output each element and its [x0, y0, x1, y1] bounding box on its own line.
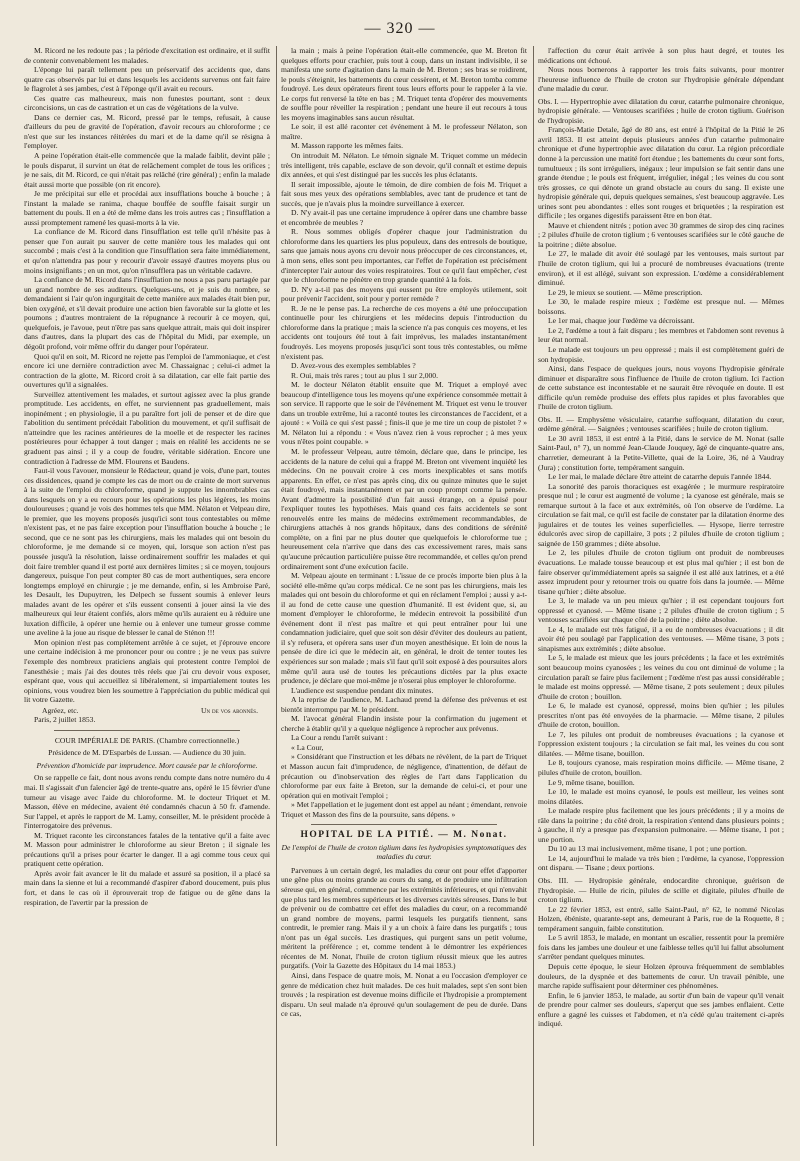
- paragraph: A la reprise de l'audience, M. Lachaud prend la défense des prévenus et est bientôt interrompu par M. le président.: [281, 695, 527, 714]
- dateline: Paris, 2 juillet 1853.: [34, 715, 96, 725]
- article-title: De l'emploi de l'huile de croton tiglium dans les hydropisies symptomatiques des maladies du cœur.: [281, 842, 527, 862]
- paragraph: Quoi qu'il en soit, M. Ricord ne rejette pas l'emploi de l'ammoniaque, et c'est encore ici une dernière contradiction avec M. Chassaignac ; celui-ci admet la contraction de la glotte, M. Ricord croit à sa dilatation, car elle fait partie des ouvertures qu'il a signalées.: [24, 351, 270, 390]
- paragraph: R. Nous sommes obligés d'opérer chaque jour l'administration du chloroforme dans les quartiers les plus populeux, dans des entresols de boutique, sans que jamais nous ayons cru devoir nous préoccuper de ces circonstances, et, à mon sens, elles sont peu importantes, car l'effet de l'opération est précisément d'intercepter l'air autour des voies respiratoires. Tout ce qu'il faut empêcher, c'est que le chloroforme ne pénètre en trop grande quantité à la fois.: [281, 227, 527, 285]
- paragraph: L'audience est suspendue pendant dix minutes.: [291, 685, 434, 695]
- paragraph: Mon opinion n'est pas complètement arrêtée à ce sujet, et j'éprouve encore une certaine indécision à me prononcer pour ou contre ; je ne veux pas suivre l'exemple des nombreux praticiens anglais qui protestent contre l'emploi de l'anesthésie ; mais j'ai des doutes très réels que j'ai cru devoir vous exposer, espérant que, vous qui accueillez si libéralement, si impartialement toutes les opinions, vous voudrez bien les soumettre à l'appréciation du public médical qui lit votre Gazette.: [24, 637, 270, 705]
- column-3: [538, 46, 784, 1146]
- paragraph: M. le docteur Nélaton établit ensuite que M. Triquet a employé avec beaucoup d'intelligence tous les moyens qu'une expérience consommée mettait à son service. Il rapporte que le soir de l'événement M. Triquet est venu le trouver dans un trouble extrême, lui a raconté toutes les circonstances de l'accident, et a ajouté : « Voilà ce qui s'est passé ; finis-il que je me tire un coup de pistolet ? » M. Nélaton lui a répondu : « Vous n'avez rien à vous reprocher ; à mes yeux vous n'êtes point coupable. »: [281, 380, 527, 447]
- paragraph: Depuis cette époque, le sieur Holzen éprouva fréquemment de semblables douleurs, de la dyspnée et des battements de cœur. Un travail pénible, une marche rapide suffisaient pour déterminer ces phénomènes.: [538, 961, 784, 991]
- paragraph: Faut-il vous l'avouer, monsieur le Rédacteur, quand je vois, d'une part, toutes ces dissidences, quand je compte les cas de mort ou de crainte de mort survenus à la suite de l'emploi du chloroforme, quand je suppute les innombrables cas dans lesquels on y a eu recours pour les opérations les plus légères, les moins douloureuses ; quand je vois des hommes tels que MM. Nélaton et Velpeau dire, le premier, que les moyens proposés jusqu'ici sont tous contestables ou même n'existent pas, et ne pas faire exception pour l'insufflation bouche à bouche ; le second, que ce ne sont pas les chirurgiens, mais les malades qui ont besoin du chloroforme, je me demande si ce moyen, qui, lorsque son action n'est pas poussée jusqu'à la résolution, laisse ordinairement souffrir les malades et qui doit faire trembler quand il est porté aux dernières limites ; si ce moyen, toujours dangereux, puisque l'on peut compter 80 cas de mort authentiques, sera encore longtemps employé en chirurgie ; je me demande, enfin, si les Ambroise Paré, les Desault, les Dupuytren, les Delpech se fussent soumis à enlever leurs malades avant de les opérer et s'ils eussent consenti à jouer ainsi la vie des malheureux qui leur étaient confiés, alors même qu'ils auraient eu à réduire une luxation difficile, à opérer une hernie ou à enlever une tumeur grosse comme une aveline à la joue au risque de blesser le canal de Sténon !!!: [24, 466, 270, 638]
- paragraph: La sonorité des parois thoraciques est exagérée ; le murmure respiratoire presque nul ; le cœur est augmenté de volume ; la cyanose est générale, mais se remarque surtout à la face et aux extrémités, où l'on observe de l'œdème. La circulation se fait mal, ce qu'il est facile de constater par la dilatation énorme des jugulaires et de toutes les veines superficielles. — Hysope, lierre terrestre édulcorés avec sirop de capillaire, 3 pots ; 2 pilules d'huile de croton tiglium ; saignée de 150 grammes ; diète absolue.: [538, 481, 784, 548]
- paragraph: M. Triquet raconte les circonstances fatales de la tentative qu'il a faite avec M. Masson pour administrer le chloroforme au sieur Breton ; il signale les précautions qu'il a prises pour écarter le danger. Il a agi comme tous ceux qui pratiquent cette opération.: [24, 830, 270, 869]
- paragraph: D. N'y avait-il pas une certaine imprudence à opérer dans une chambre basse et encombrée de meubles ?: [281, 208, 527, 227]
- paragraph: Mauve et chiendent nitrés ; potion avec 30 grammes de sirop des cinq racines ; 2 pilules d'huile de croton tiglium ; 6 ventouses scarifiées sur le côté gauche de la poitrine ; diète absolue.: [538, 220, 784, 249]
- paragraph: Le 3, le malade va un peu mieux qu'hier ; il est cependant toujours fort oppressé et cyanosé. — Même tisane ; 2 pilules d'huile de croton tiglium ; 5 ventouses scarifiées sur chaque côté de la poitrine ; diète absolue.: [538, 596, 784, 625]
- paragraph: Le 6, le malade est cyanosé, oppressé, moins bien qu'hier ; les pilules prescrites n'ont pas été envoyées de la pharmacie. — Même tisane, 2 pilules d'huile de croton, bouillon.: [538, 701, 784, 730]
- paragraph: Le 29, le mieux se soutient. — Même prescription.: [548, 287, 703, 297]
- paragraph: Ces quatre cas malheureux, mais non funestes pourtant, sont : deux circoncisions, un cas de castration et un cas de végétations de la vulve.: [24, 93, 270, 113]
- paragraph: Surveillez attentivement les malades, et surtout agissez avec la plus grande promptitude. Les accidents, en effet, ne surviennent pas graduellement, mais inopinément ; en physiologie, il a pu paraître fort joli de penser et de dire que l'abolition du sentiment précédait l'abolition du mouvement, et qu'il suffisait de n'atteindre que les racines antérieures de la moelle et de respecter les racines postérieures pour échapper à tout danger ; mais en réalité les accidents ne se graduent pas ainsi ; il y a coup de foudre, véritable sidération. Encore une contradiction à l'adresse de MM. Flourens et Baudens.: [24, 389, 270, 466]
- paragraph: » Considérant que l'instruction et les débats ne révèlent, de la part de Triquet et Masson aucun fait d'imprudence, de négligence, d'inattention, de défaut de précaution ou d'inobservation des règles de l'art dans l'application du chloroforme par eux faite à Breton, sur la demande de celui-ci, et pour une opération qui en motivait l'emploi ;: [281, 752, 527, 800]
- paragraph: L'éponge lui paraît tellement peu un préservatif des accidents que, dans quatre cas observés par lui et dans lesquels les accidents survenus ont fait faire le flagrolet à ses jambes, c'est à l'éponge qu'il avait eu recours.: [24, 65, 270, 94]
- paragraph: On se rappelle ce fait, dont nous avons rendu compte dans notre numéro du 4 mai. Il s'agissait d'un faïencier âgé de trente-quatre ans, opéré le 15 février d'une tumeur au visage avec l'aide du chloroforme. M. le docteur Triquet et M. Masson, élève en médecine, avaient été condamnés chacun à 50 fr. d'amende. Sur l'appel, et après le rapport de M. Lamy, conseiller, M. le président procède à l'interrogatoire des prévenus.: [24, 773, 270, 831]
- observation-title: Obs. I. — Hypertrophie avec dilatation du cœur, catarrhe pulmonaire chronique, hydropisie générale. — Ventouses scarifiées ; huile de croton tiglium. Guérison de l'hydropisie.: [538, 96, 784, 125]
- paragraph: Parvenues à un certain degré, les maladies du cœur ont pour effet d'apporter une gêne plus ou moins grande au cours du sang, et de produire une infiltration séreuse qui, en général, commence par les extrémités inférieures, et qui n'envahit que plus tard les membres supérieurs et les diverses cavités séreuses. Dans le but de prévenir ou de combattre cet effet des maladies du cœur, on a recommandé un grand nombre de moyens, parmi lesquels les purgatifs tiennent, sans contredit, le premier rang. Mais il y a un choix à faire dans les purgatifs ; tous n'ont pas un égal succès. Les drastiques, qui purgent sans un petit volume, méritent la préférence ; et, comme tendent à le démontrer les expériences récentes de M. Nonat, l'huile de croton tiglium réussit mieux que les autres purgatifs. (Voir la Gazette des Hôpitaux du 14 mai 1853.): [281, 865, 527, 971]
- observation-title: Obs. II. — Emphysème vésiculaire, catarrhe suffoquant, dilatation du cœur, œdème général. — Saignées ; ventouses scarifiées ; huile de croton tiglium.: [538, 414, 784, 434]
- signature: Un de vos abonnés.: [201, 705, 258, 715]
- paragraph: Le 10, le malade est moins cyanosé, le pouls est meilleur, les veines sont moins dilatées.: [538, 787, 784, 806]
- paragraph: M. Ricord ne les redoute pas ; la période d'excitation est ordinaire, et il suffit de contenir convenablement les malades.: [24, 46, 270, 65]
- paragraph: M. le professeur Velpeau, autre témoin, déclare que, dans le principe, les accidents de la nature de celui qui a frappé M. Breton ont vivement inquiété les médecins. On ne pouvait croire à ces morts inexplicables et sans motifs apparents. En effet, ce n'est pas après cinq, dix ou quinze minutes que le sujet était foudroyé, mais instantanément et par un coup prompt comme la pensée. Avant d'admettre la possibilité d'un fait aussi étrange, on a épuisé pour l'expliquer toutes les hypothèses. Mais quand ces faits accidentels se sont renouvelés entre les mains de médecins extrêmement recommandables, de chirurgiens attachés à nos grands hôpitaux, dans des conditions de sérénité complète, on a fini par ne plus douter que quelquefois le chloroforme tue ; heureusement cela n'arrive que dans des cas excessivement rares, mais sans qu'aucune précaution particulière puisse être recommandée, et celles qu'on prend ordinairement sont d'une exécution facile.: [281, 446, 527, 571]
- paragraph: Le 2, l'œdème a tout à fait disparu ; les membres et l'abdomen sont revenus à leur état normal.: [538, 325, 784, 345]
- court-title: COUR IMPÉRIALE DE PARIS. (Chambre correctionnelle.): [54, 735, 240, 745]
- paragraph: Le 5, le malade est mieux que les jours précédents ; la face et les extrémités sont beaucoup moins cyanosées ; les veines du cou ont diminué de volume ; la circulation paraît se faire plus facilement ; l'œdème n'est pas aussi considérable ; le malade est moins oppressé. — Même tisane, 2 pots seulement ; deux pilules d'huile de croton ; bouillon.: [538, 653, 784, 701]
- paragraph: » Met l'appellation et le jugement dont est appel au néant ; émendant, renvoie Triquet et Masson des fins de la poursuite, sans dépens. »: [281, 800, 527, 819]
- paragraph: Après avoir fait avancer le lit du malade et assuré sa position, il a placé sa main dans la sienne et lui a recommandé d'aspirer d'abord doucement, puis plus fort, et dans le cas où il éprouverait trop de fatigue ou de gêne dans la respiration, de l'avertir par la pression de: [24, 868, 270, 907]
- paragraph: M. Velpeau ajoute en terminant : L'issue de ce procès importe bien plus à la société elle-même qu'au corps médical. Ce ne sont pas les chirurgiens, mais les malades qui ont besoin du chloroforme et qui en réclament l'emploi ; aussi y a-t-il au fond de cette cause une question d'humanité. Il est évident que, si, au moment d'employer le chloroforme, le médecin entrevoit la possibilité d'un événement dont il n'est pas maître et qui peut entraîner pour lui une condamnation judiciaire, quel que soit son désir d'éviter des douleurs au patient, il s'y refusera, et opérera sans user d'un moyen anesthésique. Et loin de nous la pensée de dire ici que le médecin ait, en général, le droit de tenter toutes les expériences sur son malade ; mais s'il faut qu'il soit exposé à des poursuites alors même qu'il aura usé de toutes les précautions dictées par la plus exacte prudence, je déclare que moi-même je n'oserai plus employer le chloroforme.: [281, 571, 527, 686]
- paragraph: D. N'y a-t-il pas des moyens qui eussent pu être employés utilement, soit pour prévenir l'accident, soit pour y porter remède ?: [281, 284, 527, 304]
- court-presidence: Présidence de M. D'Esparbès de Lussan. — Audience du 30 juin.: [48, 748, 246, 758]
- paragraph: Le 14, aujourd'hui le malade va très bien ; l'œdème, la cyanose, l'oppression ont disparu. — Tisane ; deux portions.: [538, 853, 784, 873]
- paragraph: Le 22 février 1853, est entré, salle Saint-Paul, n° 62, le nommé Nicolas Holzen, ébéniste, quarante-sept ans, demeurant à Paris, rue de la Roquette, 8 ; tempérament sanguin, faible constitution.: [538, 904, 784, 933]
- paragraph: A peine l'opération était-elle commencée que la malade faiblit, devint pâle ; le pouls disparut, il survint un état de relâchement complet de tous les orifices ; je ne sais, dit M. Ricord, ce qui n'était pas relâché (rire général) ; enfin la malade était aussi morte que possible (on rit encore).: [24, 151, 270, 189]
- paragraph: Le 9, même tisane, bouillon.: [548, 777, 635, 787]
- closing: Agréez, etc.: [42, 705, 79, 715]
- column-divider: [533, 46, 534, 1146]
- paragraph: Le malade est toujours un peu oppressé ; mais il est complètement guéri de son hydropisie.: [538, 344, 784, 364]
- paragraph: Le 1er mai, chaque jour l'œdème va décroissant.: [548, 316, 695, 326]
- paragraph: la main ; mais à peine l'opération était-elle commencée, que M. Breton fit quelques efforts pour crachier, puis tout à coup, dans un instant indivisible, il se manifesta une sorte d'agitation dans la main de M. Breton ; ses bras se roidirent, le pouls s'éteignit, les battements du cœur cessèrent, et M. Breton tomba comme foudroyé. Les deux opérateurs firent tous leurs efforts pour le rappeler à la vie. Le corps fut renversé la tête en bas ; M. Triquet tenta d'opérer des mouvements de souffle pour réveiller la respiration ; pendant une heure il eut recours à tous les moyens imaginables sans aucun résultat.: [281, 46, 527, 122]
- paragraph: François-Matie Detale, âgé de 80 ans, est entré à l'hôpital de la Pitié le 26 avril 1853. Il est atteint depuis plusieurs années d'un catarrhe pulmonaire chronique et d'une hypertrophie avec dilatation du cœur. La région précordiale donne à la percussion une matité fort étendue ; les battements du cœur sont forts, tumultueux ; ils sont irréguliers, inégaux ; leur impulsion se fait sentir dans une grande étendue ; le pouls est fréquent, irrégulier, inégal ; les veines du cou sont très grosses, ce qui dénote un grand obstacle au cours du sang. Il existe une hydropisie générale qui, depuis quelques semaines, s'est beaucoup aggravée. Les urines sont peu abondantes : elles sont rouges et briquetées ; la respiration est difficile ; les organes digestifs paraissent être en bon état.: [538, 125, 784, 221]
- paragraph: Le 8, toujours cyanose, mais respiration moins difficile. — Même tisane, 2 pilules d'huile de croton, bouillon.: [538, 758, 784, 778]
- paragraph: Le 1er mai, le malade déclare être atteint de catarrhe depuis l'année 1844.: [548, 472, 772, 482]
- paragraph: Le 7, les pilules ont produit de nombreuses évacuations ; la cyanose et l'oppression existent toujours ; la circulation se fait mal, les veines du cou sont dilatées. — Même tisane, bouillon.: [538, 729, 784, 758]
- column-divider: [276, 46, 277, 1146]
- paragraph: Le 27, le malade dit avoir été soulagé par les ventouses, mais surtout par l'huile de croton tiglium, qui lui a procuré de nombreuses évacuations (trente environ), et il est allégé, suivant son expression. L'œdème a considérablement diminué.: [538, 249, 784, 288]
- paragraph: Le 30 avril 1853, il est entré à la Pitié, dans le service de M. Nonat (salle Saint-Paul, n° 7), un nommé Jean-Claude Jouquey, âgé de cinquante-quatre ans, charretier, demeurant à la Petite-Villette, quai de la Loire, 36, né à Vaudray (Jura) ; constitution forte, tempérament sanguin.: [538, 433, 784, 472]
- separator: [311, 824, 497, 825]
- paragraph: Ainsi, dans l'espace de quatre mois, M. Nonat a eu l'occasion d'employer ce genre de médication chez huit malades. De ces huit malades, sept s'en sont bien trouvés ; la respiration est devenue moins difficile et l'hydropisie a promptement disparu. Un seul malade n'a éprouvé qu'un soulagement de peu de durée. Dans ce cas,: [281, 970, 527, 1019]
- paragraph: R. Je ne le pense pas. La recherche de ces moyens a été une préoccupation continuelle pour les chirurgiens et les médecins depuis l'introduction du chloroforme dans la pratique ; mais la science n'a pas conquis ces moyens, et les accidents ont toujours été tout à fait imprévus, les malades instantanément foudroyés. Les moyens proposés jusqu'ici sont tous très contestables, ou même n'existent pas.: [281, 303, 527, 361]
- column-1: [24, 46, 270, 1146]
- paragraph: La confiance de M. Ricord dans l'insufflation est telle qu'il n'hésite pas à penser que l'on aurait pu sauver de cette manière tous les malades qui ont succombé ; mais c'est à la condition que l'insufflation sera faite immédiatement, et qu'on n'attendra pas pour y recourir d'avoir essayé d'autres moyens plus ou moins insignifiants ; en un mot, qu'on n'insufflera pas un véritable cadavre.: [24, 227, 270, 275]
- paragraph: R. Oui, mais très rares ; tout au plus 1 sur 2,000.: [291, 370, 439, 380]
- paragraph: « La Cour,: [291, 742, 324, 752]
- paragraph: l'affection du cœur était arrivée à son plus haut degré, et toutes les médications ont échoué.: [538, 46, 784, 65]
- paragraph: La Cour a rendu l'arrêt suivant :: [291, 733, 388, 743]
- paragraph: M. l'avocat général Flandin insiste pour la confirmation du jugement et cherche à établir qu'il y a quelque négligence à reprocher aux prévenus.: [281, 714, 527, 733]
- paragraph: D. Avez-vous des exemples semblables ?: [291, 361, 416, 371]
- paragraph: Le 5 avril 1853, le malade, en montant un escalier, ressentit pour la première fois dans les jambes une douleur et une faiblesse telles qu'il lui fallut absolument s'arrêter pendant quelques minutes.: [538, 933, 784, 962]
- paragraph: Le 30, le malade respire mieux ; l'œdème est presque nul. — Mêmes boissons.: [538, 297, 784, 316]
- paragraph: On introduit M. Nélaton. Le témoin signale M. Triquet comme un médecin très intelligent, très capable, esclave de son devoir, qu'il connaît et estime depuis dix années, et qui s'est distingué par les succès les plus éclatants.: [281, 151, 527, 180]
- paragraph: Le soir, il est allé raconter cet événement à M. le professeur Nélaton, son maître.: [281, 122, 527, 141]
- paragraph: Le 2, les pilules d'huile de croton tiglium ont produit de nombreuses évacuations. Le malade tousse beaucoup et est plus mal qu'hier ; il est bon de faire observer qu'immédiatement après sa saignée il est allé aux latrines, et a été assez imprudent pour y retourner trois ou quatre fois dans la journée. — Même tisane qu'hier ; diète absolue.: [538, 548, 784, 596]
- letter-signoff: [24, 705, 270, 716]
- paragraph: La confiance de M. Ricord dans l'insufflation ne nous a pas paru partagée par un grand nombre de ses auditeurs. Quelques-uns, et je suis du nombre, se demandaient si l'air qu'on ingurgitait de cette manière aux malades était bien pur, bien oxygéné, et s'il devait produire une action bien favorable sur la glotte et les poumons ; d'autres montraient de la répugnance à recourir à ce moyen, qui, quelquefois, je l'avoue, peut n'être pas sans quelque attrait, mais qui doit inspirer dans d'autres, dans la plupart des cas de l'hôpital du Midi, par exemple, un dégoût profond, voir même offrir du danger pour l'opérateur.: [24, 275, 270, 351]
- paragraph: Le 4, le malade est très fatigué, il a eu de nombreuses évacuations ; il dit avoir été peu soulagé par l'application des ventouses. — Même tisane, 3 pots ; sinapismes aux extrémités ; diète absolue.: [538, 624, 784, 653]
- paragraph: Dans ce dernier cas, M. Ricord, pressé par le temps, refusait, à cause d'ailleurs du peu de gravité de l'opération, d'avoir recours au chloroforme ; ce n'est que sur les instances réitérées du mari et de la dame qu'il se résigna à l'employer.: [24, 112, 270, 151]
- page-number: — 320 —: [364, 20, 436, 37]
- column-2: [281, 46, 527, 1146]
- observation-title: Obs. III. — Hydropisie générale, endocardite chronique, guérison de l'hydropisie. — Huile de ricin, pilules de scille et digitale, pilules d'huile de croton tiglium.: [538, 876, 784, 905]
- paragraph: Nous nous bornerons à rapporter les trois faits suivants, pour montrer l'heureuse influence de l'huile de croton sur l'hydropisie générale dépendant d'une maladie du cœur.: [538, 65, 784, 94]
- hospital-title: HOPITAL DE LA PITIÉ. — M. Nonat.: [300, 830, 508, 841]
- court-subtitle: Prévention d'homicide par imprudence. Mort causée par le chloroforme.: [36, 760, 258, 770]
- separator: [54, 730, 240, 731]
- paragraph: Il serait impossible, ajoute le témoin, de dire combien de fois M. Triquet a fait sous mes yeux des opérations semblables, avec tant de prudence et tant de succès, que je n'avais plus la moindre surveillance à exercer.: [281, 179, 527, 208]
- paragraph: M. Masson rapporte les mêmes faits.: [291, 141, 403, 151]
- paragraph: Enfin, le 6 janvier 1853, le malade, au sortir d'un bain de vapeur qu'il venait de prendre pour calmer ses douleurs, s'aperçut que ses jambes enflaient. Cette enflure a gagné les cuisses et l'abdomen, et n'a cédé qu'au traitement ci-après indiqué.: [538, 990, 784, 1029]
- paragraph: Du 10 au 13 mai inclusivement, même tisane, 1 pot ; une portion.: [548, 844, 747, 854]
- paragraph: Je me précipitai sur elle et procédai aux insufflations bouche à bouche ; à l'instant la malade se ranima, chaque bouffée de souffle faisait surgir un battement du pouls. Il en a été de même dans les trois autres cas ; l'insufflation a aussi promptement ramené les quasi-morts à la vie.: [24, 189, 270, 227]
- paragraph: Ainsi, dans l'espace de quelques jours, nous voyons l'hydropisie générale diminuer et disparaître sous l'influence de l'huile de croton tiglium. Ici l'action de cette substance est incontestable et ne saurait être révoquée en doute. Il est difficile qu'un remède produise des effets plus rapides et plus favorables que l'huile de croton tiglium.: [538, 364, 784, 412]
- paragraph: Le malade respire plus facilement que les jours précédents ; il y a moins de râle dans la poitrine ; du côté droit, la respiration s'entend dans plusieurs points ; à gauche, il n'y a presque pas d'expansion pulmonaire. — Même tisane, 1 pot ; une portion.: [538, 806, 784, 844]
